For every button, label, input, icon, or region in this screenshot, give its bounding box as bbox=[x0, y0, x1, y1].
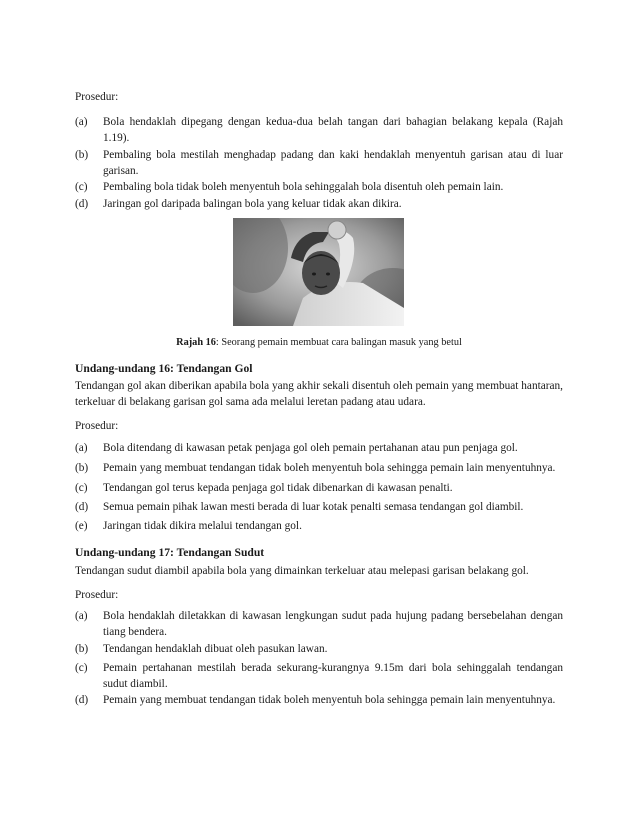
item-label: (b) bbox=[75, 643, 89, 655]
figure-label: Rajah 16 bbox=[176, 337, 216, 348]
item-text: Tendangan gol terus kepada penjaga gol tidak dibenarkan di kawasan penalti. bbox=[103, 482, 453, 494]
item-text: Pembaling bola tidak boleh menyentuh bola sehinggalah bola disentuh oleh pemain lain. bbox=[103, 181, 504, 193]
figure-caption-text: : Seorang pemain membuat cara balingan masuk yang betul bbox=[215, 337, 462, 348]
throw-in-photo bbox=[233, 218, 404, 326]
item-text: Jaringan gol daripada balingan bola yang keluar tidak akan dikira. bbox=[103, 198, 402, 210]
law17-heading: Undang-undang 17: Tendangan Sudut bbox=[75, 546, 265, 559]
item-text: Bola hendaklah dipegang dengan kedua-dua belah tangan dari bahagian belakang kepala (Rajah 1.19). bbox=[103, 116, 563, 144]
item-text: Jaringan tidak dikira melalui tendangan gol. bbox=[103, 520, 302, 532]
item-label: (b) bbox=[75, 149, 89, 161]
item-label: (a) bbox=[75, 442, 88, 454]
law17-intro: Tendangan sudut diambil apabila bola yang dimainkan terkeluar atau melepasi garisan belakang gol. bbox=[75, 565, 529, 577]
item-label: (c) bbox=[75, 662, 88, 674]
item-text: Bola hendaklah diletakkan di kawasan lengkungan sudut pada hujung padang bersebelahan dengan tiang bendera. bbox=[103, 610, 563, 638]
item-label: (b) bbox=[75, 462, 89, 474]
item-text: Pemain yang membuat tendangan tidak boleh menyentuh bola sehingga pemain lain menyentuhnya. bbox=[103, 462, 556, 474]
prosedur-label: Prosedur: bbox=[75, 420, 119, 432]
item-label: (a) bbox=[75, 116, 88, 128]
prosedur-label: Prosedur: bbox=[75, 589, 119, 601]
item-text: Pemain pertahanan mestilah berada sekurang-kurangnya 9.15m dari bola sehinggalah tendangan sudut diambil. bbox=[103, 662, 563, 690]
item-text: Pembaling bola mestilah menghadap padang dan kaki hendaklah menyentuh garisan atau di luar garisan. bbox=[103, 149, 563, 177]
item-label: (a) bbox=[75, 610, 88, 622]
item-label: (d) bbox=[75, 694, 89, 706]
law16-heading: Undang-undang 16: Tendangan Gol bbox=[75, 362, 253, 375]
item-text: Bola ditendang di kawasan petak penjaga gol oleh pemain pertahanan atau pun penjaga gol. bbox=[103, 442, 518, 454]
item-label: (d) bbox=[75, 198, 89, 210]
item-label: (c) bbox=[75, 482, 88, 494]
item-label: (d) bbox=[75, 501, 89, 513]
item-text: Pemain yang membuat tendangan tidak boleh menyentuh bola sehingga pemain lain menyentuhnya. bbox=[103, 694, 556, 706]
figure-caption bbox=[0, 336, 638, 350]
prosedur-label: Prosedur: bbox=[75, 91, 119, 103]
item-label: (c) bbox=[75, 181, 88, 193]
item-label: (e) bbox=[75, 520, 88, 532]
law16-intro: Tendangan gol akan diberikan apabila bola yang akhir sekali disentuh oleh pemain yang membuat hantaran, terkeluar di belakang garisan gol sama ada melalui leretan padang atau udara. bbox=[75, 380, 563, 408]
item-text: Semua pemain pihak lawan mesti berada di luar kotak penalti semasa tendangan gol diambil. bbox=[103, 501, 524, 513]
item-text: Tendangan hendaklah dibuat oleh pasukan lawan. bbox=[103, 643, 328, 655]
